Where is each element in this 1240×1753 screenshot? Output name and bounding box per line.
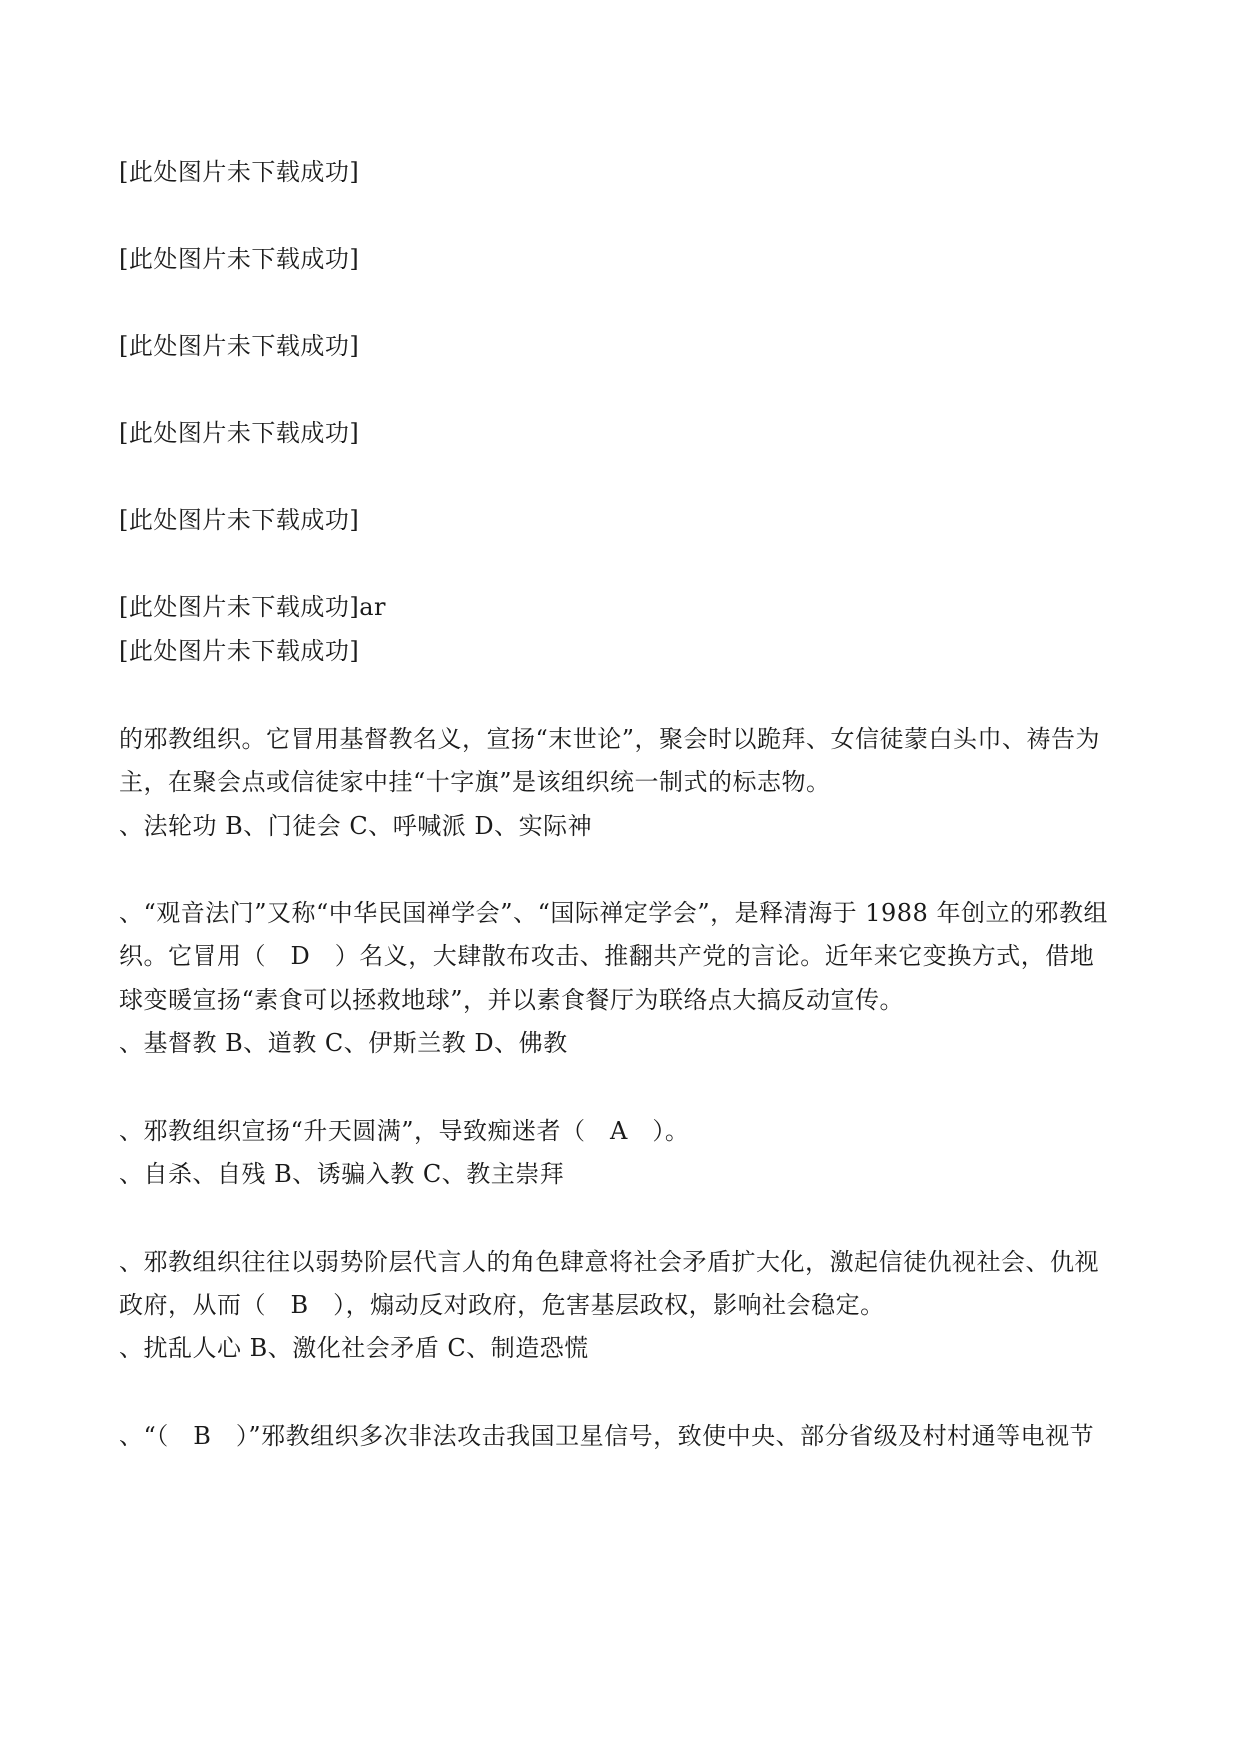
question-2-text-line-2: 织。它冒用（ D ）名义，大肆散布攻击、推翻共产党的言论。近年来它变换方式，借地 — [119, 942, 1095, 970]
question-1-options: 、法轮功 B、门徒会 C、呼喊派 D、实际神 — [119, 812, 593, 840]
image-placeholder: [此处图片未下载成功] — [119, 332, 360, 360]
image-placeholder: [此处图片未下载成功] — [119, 245, 360, 273]
question-2-options: 、基督教 B、道教 C、伊斯兰教 D、佛教 — [119, 1029, 568, 1057]
question-5-text-line-1: 、“（ B ）”邪教组织多次非法攻击我国卫星信号，致使中央、部分省级及村村通等电视节 — [119, 1422, 1095, 1450]
question-4-options: 、扰乱人心 B、激化社会矛盾 C、制造恐慌 — [119, 1334, 589, 1362]
question-4-text-line-2: 政府，从而（ B ），煽动反对政府，危害基层政权，影响社会稳定。 — [119, 1291, 885, 1319]
image-placeholder: [此处图片未下载成功] — [119, 637, 360, 665]
image-placeholder: [此处图片未下载成功] — [119, 419, 360, 447]
question-3-text-line-1: 、邪教组织宣扬“升天圆满”，导致痴迷者（ A ）。 — [119, 1117, 690, 1145]
question-2-text-line-3: 球变暖宣扬“素食可以拯救地球”，并以素食餐厅为联络点大搞反动宣传。 — [119, 986, 905, 1014]
question-1-text-line-1: 的邪教组织。它冒用基督教名义，宣扬“末世论”，聚会时以跪拜、女信徒蒙白头巾、祷告为 — [119, 725, 1101, 753]
question-3-options: 、自杀、自残 B、诱骗入教 C、教主崇拜 — [119, 1160, 565, 1188]
image-placeholder: [此处图片未下载成功] — [119, 506, 360, 534]
question-1-text-line-2: 主，在聚会点或信徒家中挂“十字旗”是该组织统一制式的标志物。 — [119, 768, 831, 796]
image-placeholder: [此处图片未下载成功] — [119, 158, 360, 186]
question-2-text-line-1: 、“观音法门”又称“中华民国禅学会”、“国际禅定学会”，是释清海于 1988 年创立的邪教组 — [119, 899, 1108, 927]
image-placeholder: [此处图片未下载成功]ar — [119, 593, 387, 621]
question-4-text-line-1: 、邪教组织往往以弱势阶层代言人的角色肆意将社会矛盾扩大化，激起信徒仇视社会、仇视 — [119, 1248, 1099, 1276]
